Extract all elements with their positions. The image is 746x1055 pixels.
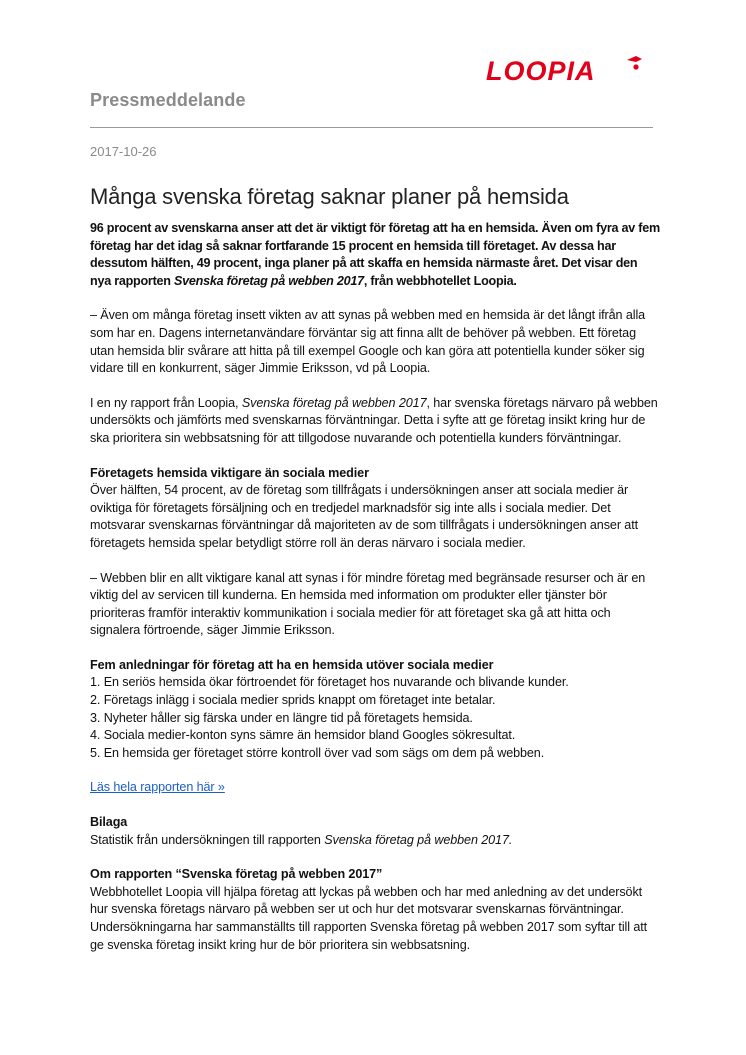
document-type-heading: Pressmeddelande <box>90 90 246 110</box>
about-paragraph: Webbhotellet Loopia vill hjälpa företag att lyckas på webben och har med anledning av det undersökt hur svenska företags närvaro på webben ser ut och hur det motsvarar svenskarnas förväntningar. Undersökningarna har sammanställts till rapporten Svenska företag på webben 2017 som syftar till att ge svenska företag insikt kring hur de bör prioritera sin webbsatsning. <box>90 884 648 952</box>
about-heading: Om rapporten “Svenska företag på webben 2017” <box>90 867 383 882</box>
section-heading-reasons: Fem anledningar för företag att ha en hemsida utöver sociala medier <box>90 657 494 672</box>
report-intro-title: Svenska företag på webben 2017 <box>241 395 427 410</box>
list-item: 3. Nyheter håller sig färska under en längre tid på företagets hemsida. <box>90 710 473 725</box>
lead-text-end: , från webbhotellet Loopia. <box>363 273 517 288</box>
list-item: 5. En hemsida ger företaget större kontroll över vad som sägs om dem på webben. <box>90 745 545 760</box>
header-divider <box>90 127 653 128</box>
attachment-heading: Bilaga <box>90 815 128 830</box>
article-body <box>90 220 660 954</box>
report-intro-text-end: , har svenska företags närvaro på webben undersökts och jämförts med svenskarnas förväntningar. Detta i syfte att ge företag insikt kring hur de ska prioritera sin webbsatsning för att tillgodose nuvarande och potentiella kunders förväntningar. <box>90 395 658 445</box>
lead-report-title: Svenska företag på webben 2017 <box>173 273 364 288</box>
attachment-text: Statistik från undersökningen till rapporten <box>90 832 325 847</box>
list-item: 1. En seriös hemsida ökar förtroendet för företaget hos nuvarande och blivande kunder. <box>90 675 569 690</box>
section-heading-social-media: Företagets hemsida viktigare än sociala medier <box>90 465 369 480</box>
loopia-logo <box>486 56 646 84</box>
paragraph-report-intro <box>90 395 660 448</box>
reasons-list <box>90 674 660 762</box>
attachment-description <box>90 832 660 850</box>
list-item: 2. Företags inlägg i sociala medier sprids knappt om företaget inte betalar. <box>90 693 496 708</box>
lead-paragraph <box>90 220 660 290</box>
publish-date: 2017-10-26 <box>90 144 157 159</box>
svg-text:LOOPIA: LOOPIA <box>486 56 596 84</box>
report-intro-text: I en ny rapport från Loopia, <box>90 395 242 410</box>
paragraph-quote-1: – Även om många företag insett vikten av att synas på webben med en hemsida är det långt ifrån alla som har en. Dagens internetanvändare förväntar sig att finna allt de behöver på webben. Ett företag utan hemsida blir svårare att hitta på till exempel Google och kan göra att potentiella kunder söker sig vidare till en konkurrent, säger Jimmie Eriksson, vd på Loopia. <box>90 308 646 376</box>
article-title: Många svenska företag saknar planer på hemsida <box>90 184 569 209</box>
paragraph-quote-2: – Webben blir en allt viktigare kanal att synas i för mindre företag med begränsade resurser och är en viktig del av servicen till kunderna. En hemsida med information om produkter eller tjänster bör prioriteras framför interaktiv kommunikation i sociala medier för att företaget ska gå att hitta och signalera förtroende, säger Jimmie Eriksson. <box>90 570 646 638</box>
lead-text: 96 procent av svenskarna anser att det är viktigt för företag att ha en hemsida. Även om fyra av fem företag har det idag så saknar fortfarande 15 procent en hemsida till företaget. Av dessa har dessutom hälften, 49 procent, inga planer på att skaffa en hemsida närmaste året. Det visar den nya rapporten <box>90 221 660 288</box>
paragraph-social-media: Över hälften, 54 procent, av de företag som tillfrågats i undersökningen anser att sociala medier är oviktiga för företagets försäljning och en tredjedel marknadsför sig inte alls i sociala medier. Det motsvarar svenskarnas förväntningar då majoriteten av de som tillfrågats i undersökningen anser att företagets hemsida spelar betydligt större roll än deras närvaro i sociala medier. <box>90 483 639 550</box>
attachment-report-title: Svenska företag på webben 2017. <box>324 832 513 847</box>
read-report-link[interactable]: Läs hela rapporten här » <box>90 780 225 795</box>
list-item: 4. Sociala medier-konton syns sämre än hemsidor bland Googles sökresultat. <box>90 728 516 743</box>
